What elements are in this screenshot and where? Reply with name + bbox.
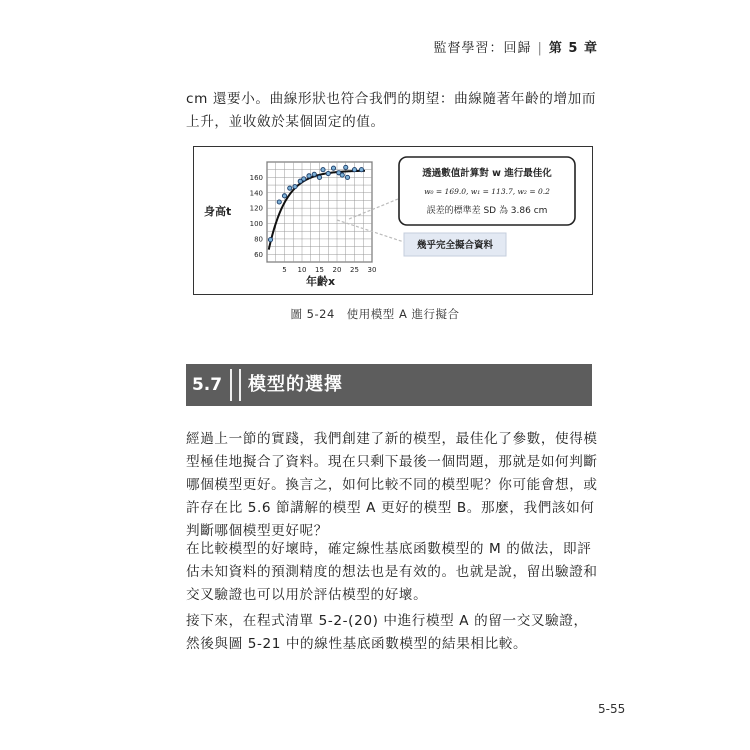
body-paragraph-1: 經過上一節的實踐，我們創建了新的模型，最佳化了參數，使得模型極佳地擬合了資料。現在只剩下最後一個問題，那就是如何判斷哪個模型更好。換言之，如何比較不同的模型呢？你可能會想，或許存在比 5.6 節講解的模型 A 更好的模型 B。那麼，我們該如何判斷哪個模型更好呢？ (186, 431, 598, 539)
data-point (326, 171, 330, 175)
data-point (345, 175, 349, 179)
intro-paragraph: cm 還要小。曲線形狀也符合我們的期望：曲線隨著年齡的增加而上升，並收斂於某個固定的值。 (186, 91, 597, 130)
data-point (331, 166, 335, 170)
callout-params: w₀ = 169.0, w₁ = 113.7, w₂ = 0.2 (424, 187, 550, 196)
data-point (282, 194, 286, 198)
body-paragraph-2: 在比較模型的好壞時，確定線性基底函數模型的 M 的做法，即評估未知資料的預測精度的想法也是有效的。也就是說，留出驗證和交叉驗證也可以用於評估模型的好壞。 (186, 541, 598, 603)
y-tick-label: 80 (254, 235, 263, 244)
label-box-text: 幾乎完全擬合資料 (416, 240, 494, 251)
data-point (344, 165, 348, 169)
data-point (293, 185, 297, 189)
section-divider (230, 369, 241, 401)
x-tick-label: 20 (332, 266, 342, 274)
data-point (307, 174, 311, 178)
figure-box (193, 146, 593, 295)
figure-chart (194, 147, 591, 293)
callout-sd: 誤差的標準差 SD 為 3.86 cm (426, 206, 548, 216)
figure-caption: 圖 5-24 使用模型 A 進行擬合 (290, 307, 460, 321)
data-point (312, 172, 316, 176)
header-chapter: 第 5 章 (548, 41, 598, 56)
y-tick-label: 140 (249, 189, 263, 198)
y-tick-label: 100 (249, 220, 263, 229)
x-tick-label: 15 (315, 266, 324, 274)
section-number: 5.7 (191, 375, 223, 395)
x-tick-label: 30 (367, 266, 377, 274)
chart-xlabel: 年齡x (306, 275, 336, 288)
y-tick-label: 60 (254, 250, 263, 259)
y-tick-label: 160 (249, 173, 263, 182)
data-point (340, 173, 344, 177)
data-point (321, 168, 325, 172)
x-tick-label: 5 (282, 266, 287, 274)
data-point (317, 175, 321, 179)
x-tick-label: 25 (350, 266, 359, 274)
data-point (359, 168, 363, 172)
x-tick-label: 10 (297, 266, 307, 274)
chart-ylabel: 身高t (204, 205, 232, 218)
running-header (433, 37, 598, 56)
callout-title: 透過數值計算對 w 進行最佳化 (422, 168, 552, 179)
page-number: 5-55 (598, 702, 626, 716)
data-point (302, 177, 306, 181)
body-paragraph-3: 接下來，在程式清單 5-2-(20) 中進行模型 A 的留一交叉驗證，然後與圖 5-21 中的線性基底函數模型的結果相比較。 (186, 613, 588, 652)
data-point (352, 168, 356, 172)
data-point (277, 200, 281, 204)
header-separator: | (537, 41, 543, 56)
header-title: 監督學習：回歸 (433, 41, 532, 56)
section-heading (186, 364, 592, 406)
data-point (268, 238, 272, 242)
y-tick-label: 120 (249, 204, 263, 213)
section-title: 模型的選擇 (248, 374, 343, 395)
data-point (288, 186, 292, 190)
